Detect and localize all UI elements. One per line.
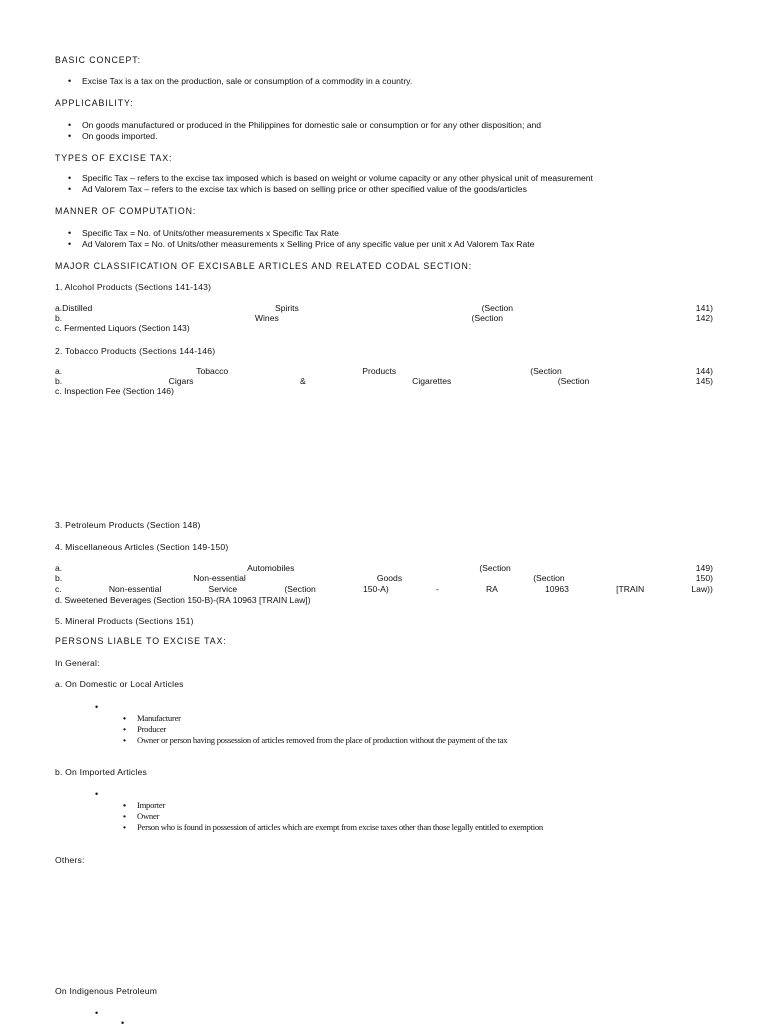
cell: (Section bbox=[284, 584, 316, 594]
cell: a. bbox=[55, 563, 63, 573]
cell: Service bbox=[208, 584, 238, 594]
bullet-dot: • bbox=[95, 1008, 99, 1018]
cell: - bbox=[435, 584, 439, 594]
imported-list bbox=[123, 800, 543, 833]
cell: 150-A) bbox=[362, 584, 389, 594]
bullet-dot: • bbox=[95, 789, 99, 799]
heading-types-of-excise-tax: TYPES OF EXCISE TAX: bbox=[55, 153, 173, 163]
list-item: • Owner bbox=[123, 811, 543, 822]
bullet-dot: • bbox=[95, 702, 99, 712]
cell: Non-essential bbox=[108, 584, 162, 594]
alcohol-row-b bbox=[55, 313, 713, 324]
list-item: • Producer bbox=[123, 724, 507, 735]
misc-row-b bbox=[55, 573, 713, 584]
cell: b. bbox=[55, 376, 63, 386]
cell: (Section bbox=[481, 303, 514, 313]
cell: 149) bbox=[695, 563, 713, 573]
cell: Products bbox=[362, 366, 397, 376]
heading-major-classification: MAJOR CLASSIFICATION OF EXCISABLE ARTICLES AND RELATED CODAL SECTION: bbox=[55, 261, 473, 271]
cell: a.Distilled bbox=[55, 303, 93, 313]
cell: Spirits bbox=[274, 303, 299, 313]
list-item: • Importer bbox=[123, 800, 543, 811]
misc-row-c bbox=[55, 584, 713, 595]
alcohol-row-a bbox=[55, 303, 713, 314]
heading-persons-liable: PERSONS LIABLE TO EXCISE TAX: bbox=[55, 636, 227, 646]
basic-concept-list bbox=[68, 76, 412, 87]
domestic-title: a. On Domestic or Local Articles bbox=[55, 679, 184, 689]
misc-row-d: d. Sweetened Beverages (Section 150-B)-(RA 10963 [TRAIN Law]) bbox=[55, 595, 311, 605]
indigenous-petroleum-label: On Indigenous Petroleum bbox=[55, 986, 158, 996]
heading-manner-of-computation: MANNER OF COMPUTATION: bbox=[55, 206, 197, 216]
cell: 150) bbox=[695, 573, 713, 583]
computation-list bbox=[68, 228, 534, 250]
applicability-list bbox=[68, 120, 541, 142]
list-item: • Specific Tax – refers to the excise tax imposed which is based on weight or volume capacity or any other physical unit of measurement bbox=[68, 173, 593, 184]
cell: (Section bbox=[533, 573, 565, 583]
cell: Cigarettes bbox=[412, 376, 452, 386]
cell: Non-essential bbox=[193, 573, 246, 583]
in-general-label: In General: bbox=[55, 658, 100, 668]
list-item: • Person who is found in possession of articles which are exempt from excise taxes other than those legally entitled to exemption bbox=[123, 822, 543, 833]
cell: 141) bbox=[695, 303, 713, 313]
tobacco-row-b bbox=[55, 376, 713, 387]
cell: (Section bbox=[479, 563, 511, 573]
alcohol-row-c: c. Fermented Liquors (Section 143) bbox=[55, 323, 190, 333]
others-label: Others: bbox=[55, 855, 85, 865]
tobacco-row-a bbox=[55, 366, 713, 377]
list-item: • On goods imported. bbox=[68, 131, 541, 142]
imported-title: b. On Imported Articles bbox=[55, 767, 148, 777]
cell: b. bbox=[55, 313, 63, 323]
cell: Goods bbox=[376, 573, 403, 583]
cell: (Section bbox=[471, 313, 504, 323]
mineral-title: 5. Mineral Products (Sections 151) bbox=[55, 616, 194, 626]
types-list bbox=[68, 173, 593, 195]
cell: [TRAIN bbox=[616, 584, 645, 594]
cell: Wines bbox=[254, 313, 279, 323]
bullet-dot: • bbox=[121, 1018, 125, 1028]
list-item: • Excise Tax is a tax on the production, sale or consumption of a commodity in a country. bbox=[68, 76, 412, 87]
cell: Automobiles bbox=[247, 563, 295, 573]
heading-applicability: APPLICABILITY: bbox=[55, 98, 134, 108]
cell: (Section bbox=[557, 376, 590, 386]
cell: 10963 bbox=[545, 584, 569, 594]
cell: 145) bbox=[695, 376, 713, 386]
list-item: • Manufacturer bbox=[123, 713, 507, 724]
cell: & bbox=[299, 376, 306, 386]
domestic-list bbox=[123, 713, 507, 746]
alcohol-title: 1. Alcohol Products (Sections 141-143) bbox=[55, 282, 212, 292]
cell: c. bbox=[55, 584, 62, 594]
tobacco-title: 2. Tobacco Products (Sections 144-146) bbox=[55, 346, 216, 356]
cell: Tobacco bbox=[196, 366, 229, 376]
misc-title: 4. Miscellaneous Articles (Section 149-150) bbox=[55, 542, 229, 552]
cell: Cigars bbox=[168, 376, 194, 386]
list-item: • On goods manufactured or produced in the Philippines for domestic sale or consumption or for any other disposition; and bbox=[68, 120, 541, 131]
cell: (Section bbox=[530, 366, 562, 376]
cell: 142) bbox=[695, 313, 713, 323]
cell: a. bbox=[55, 366, 63, 376]
list-item: • Specific Tax = No. of Units/other measurements x Specific Tax Rate bbox=[68, 228, 534, 239]
cell: RA bbox=[485, 584, 498, 594]
tobacco-row-c: c. Inspection Fee (Section 146) bbox=[55, 386, 174, 396]
petroleum-title: 3. Petroleum Products (Section 148) bbox=[55, 520, 201, 530]
cell: b. bbox=[55, 573, 63, 583]
misc-row-a bbox=[55, 563, 713, 574]
list-item: • Ad Valorem Tax = No. of Units/other measurements x Selling Price of any specific value per unit x Ad Valorem Tax Rate bbox=[68, 239, 534, 250]
cell: Law)) bbox=[691, 584, 713, 594]
heading-basic-concept: BASIC CONCEPT: bbox=[55, 55, 141, 65]
cell: 144) bbox=[695, 366, 713, 376]
list-item: • Owner or person having possession of articles removed from the place of production without the payment of the tax bbox=[123, 735, 507, 746]
list-item: • Ad Valorem Tax – refers to the excise tax which is based on selling price or other specified value of the goods/articles bbox=[68, 184, 593, 195]
